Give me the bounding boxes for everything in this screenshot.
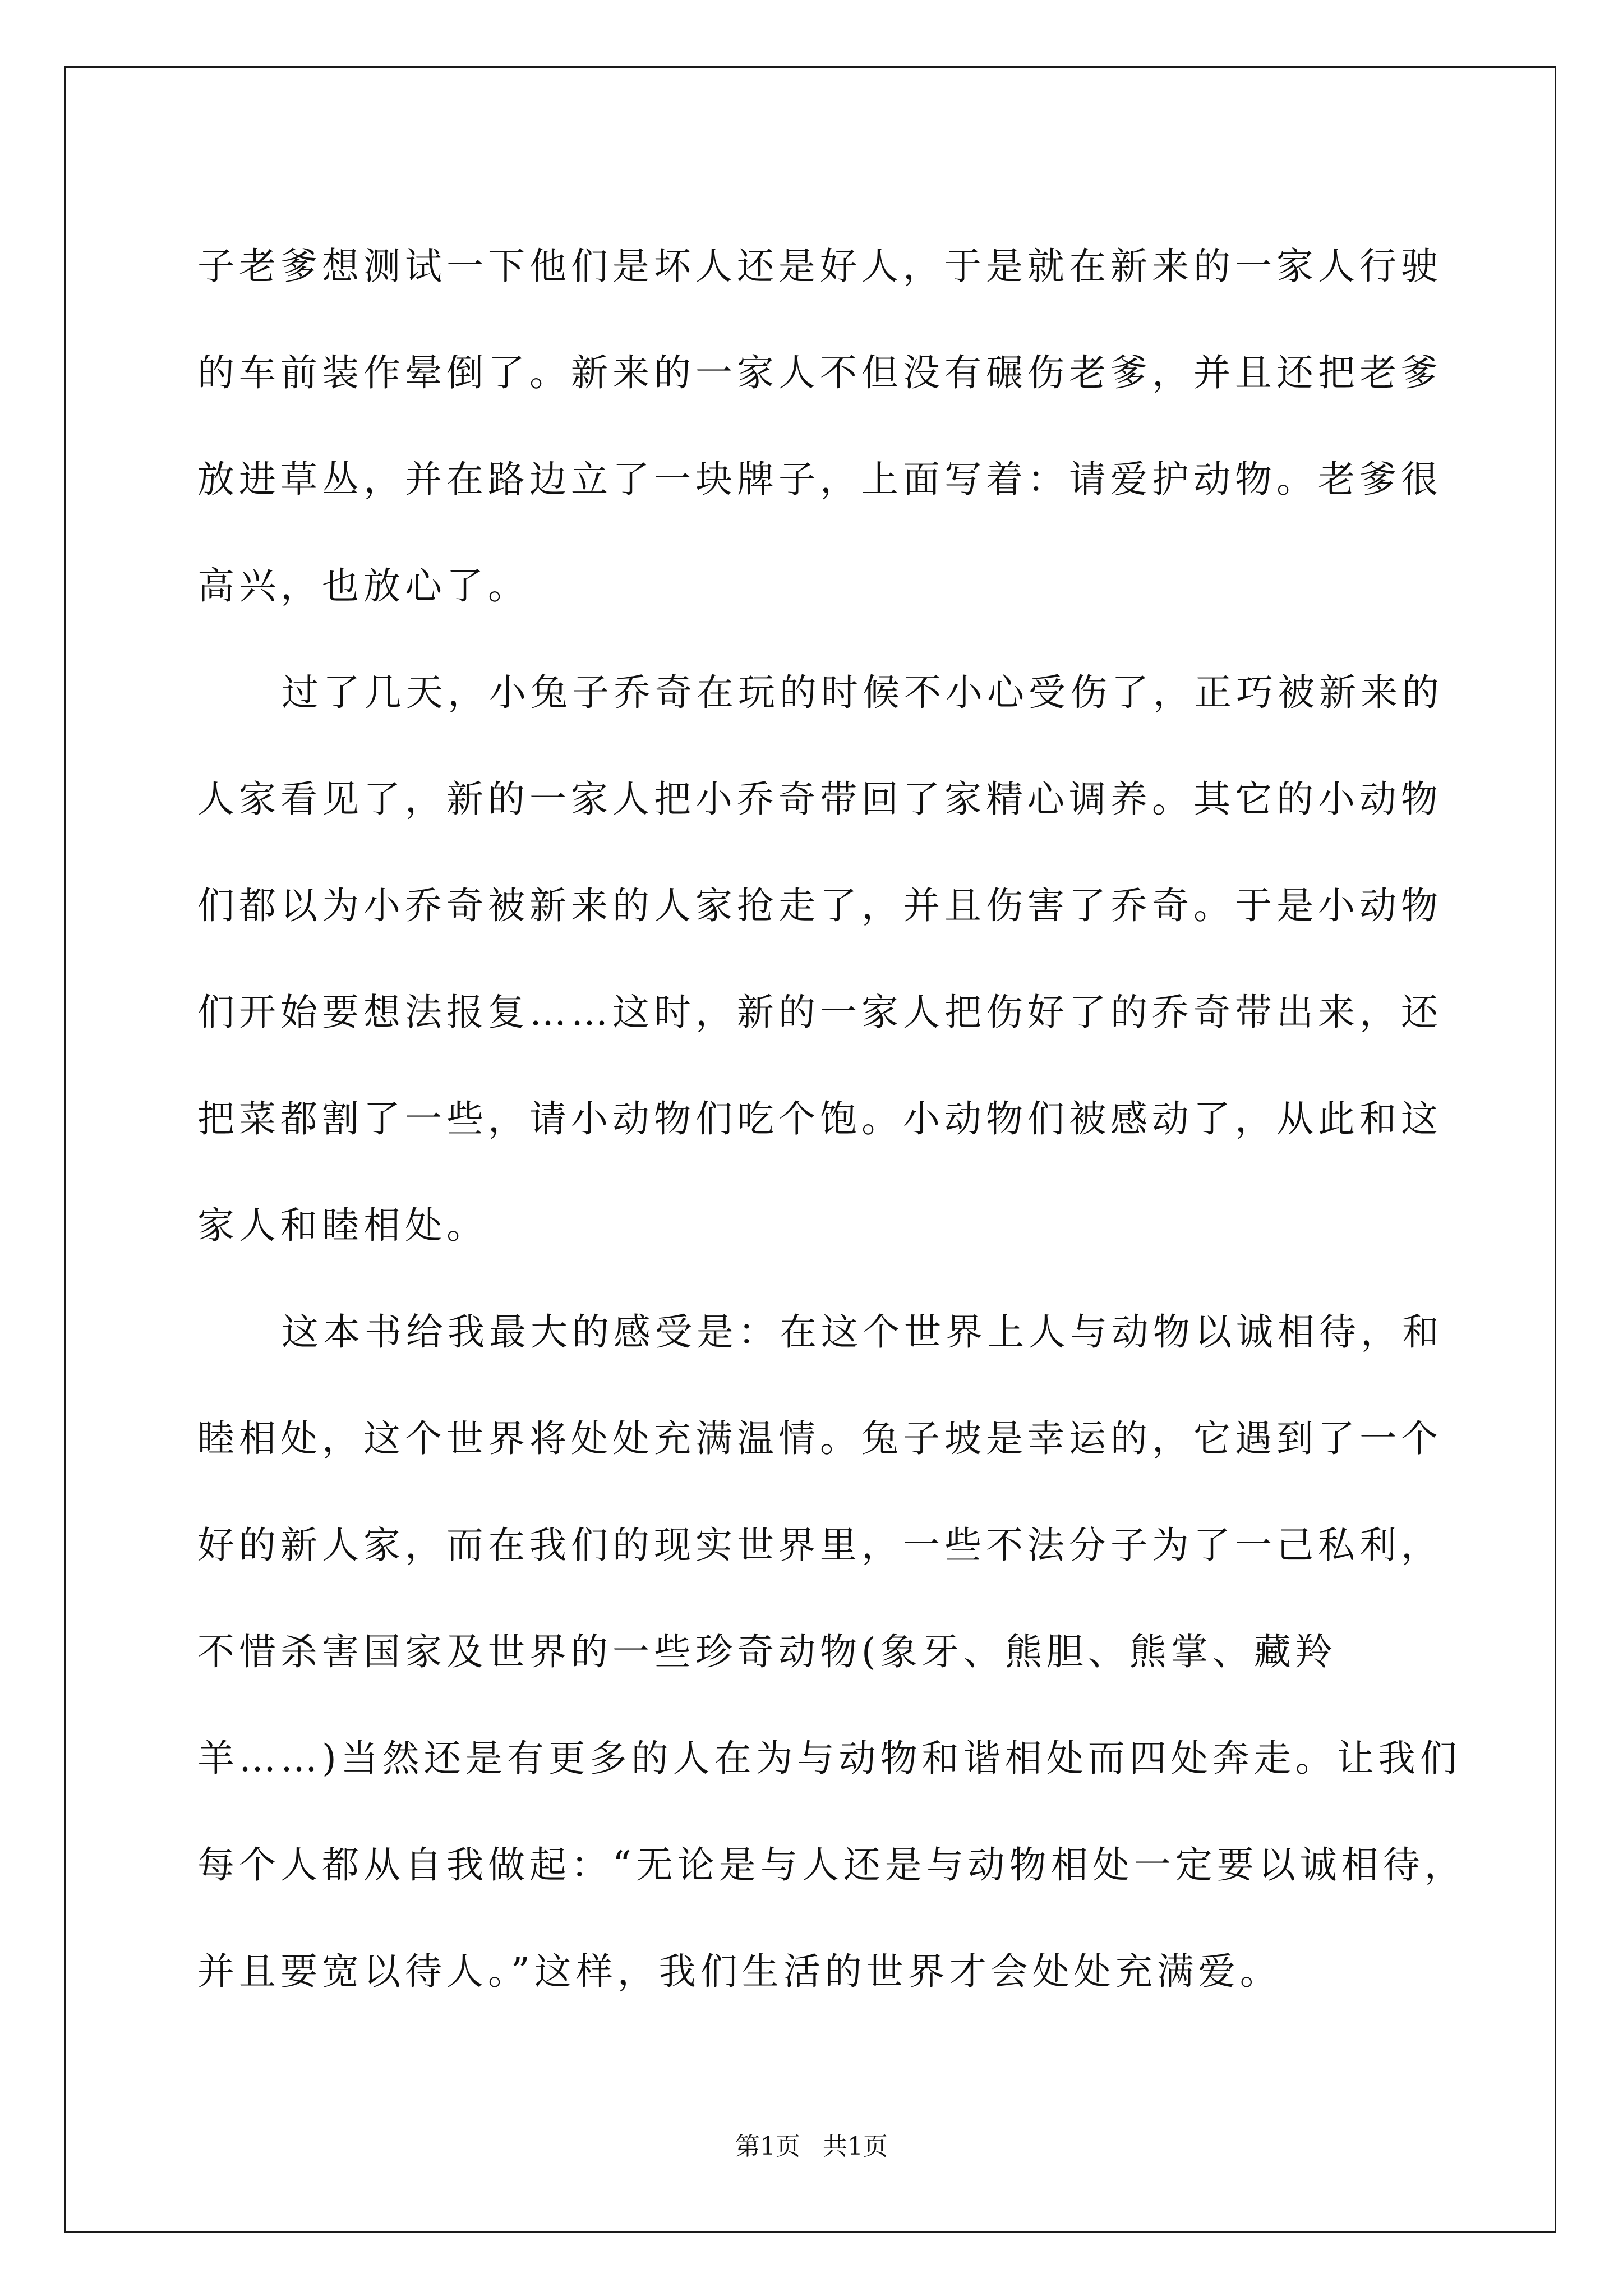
text-line: 们都以为小乔奇被新来的人家抢走了，并且伤害了乔奇。于是小动物	[197, 884, 1442, 927]
paragraph-3	[197, 1279, 1466, 2025]
text-line: 这本书给我最大的感受是：在这个世界上人与动物以诚相待，和	[282, 1310, 1444, 1354]
page-total: 共1页	[823, 2132, 888, 2161]
text-line: 子老爹想测试一下他们是坏人还是好人，于是就在新来的一家人行驶	[197, 245, 1442, 288]
text-line: 睦相处，这个世界将处处充满温情。兔子坡是幸运的，它遇到了一个	[197, 1417, 1442, 1460]
text-line: 并且要宽以待人。”这样，我们生活的世界才会处处充满爱。	[197, 1950, 1281, 1993]
paragraph-2	[197, 639, 1448, 1279]
document-body	[197, 213, 1466, 2025]
page-footer	[0, 2126, 1623, 2162]
text-line: 羊……)当然还是有更多的人在为与动物和谐相处而四处奔走。让我们	[197, 1737, 1461, 1780]
text-line: 放进草丛，并在路边立了一块牌子，上面写着：请爱护动物。老爹很	[197, 458, 1442, 501]
text-line: 人家看见了，新的一家人把小乔奇带回了家精心调养。其它的小动物	[197, 777, 1442, 821]
text-line: 过了几天，小兔子乔奇在玩的时候不小心受伤了，正巧被新来的	[282, 671, 1444, 714]
text-line: 每个人都从自我做起：“无论是与人还是与动物相处一定要以诚相待，	[197, 1843, 1466, 1887]
text-line: 家人和睦相处。	[197, 1204, 488, 1247]
text-line: 的车前装作晕倒了。新来的一家人不但没有碾伤老爹，并且还把老爹	[197, 351, 1442, 394]
text-line: 把菜都割了一些，请小动物们吃个饱。小动物们被感动了，从此和这	[197, 1097, 1442, 1140]
text-line: 高兴，也放心了。	[197, 564, 529, 608]
text-line: 们开始要想法报复……这时，新的一家人把伤好了的乔奇带出来，还	[197, 991, 1442, 1034]
text-line: 好的新人家，而在我们的现实世界里，一些不法分子为了一己私利，	[197, 1524, 1442, 1567]
page-number: 第1页	[735, 2132, 800, 2161]
paragraph-1	[197, 213, 1448, 639]
text-line: 不惜杀害国家及世界的一些珍奇动物(象牙、熊胆、熊掌、藏羚	[197, 1630, 1337, 1673]
